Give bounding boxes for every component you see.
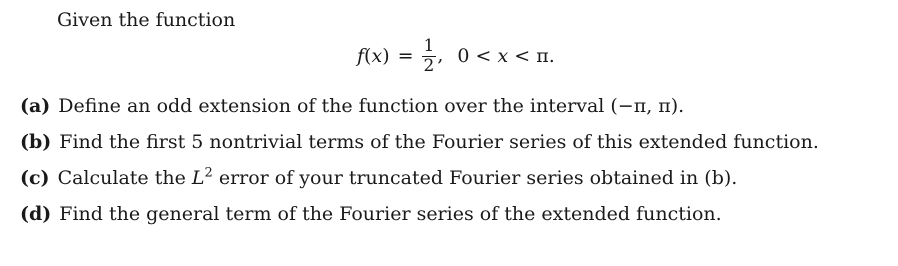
part-text-after: error of your truncated Fourier series obtained in (b).: [212, 167, 738, 189]
part-text: Find the first 5 nontrivial terms of the Fourier series of this extended function.: [59, 131, 819, 153]
question-part-d: [20, 202, 819, 238]
fraction-denominator: 2: [423, 55, 435, 76]
part-text: [58, 167, 738, 189]
function-definition: [357, 34, 555, 78]
close-paren: ): [382, 45, 390, 67]
question-part-b: [20, 130, 819, 166]
function-variable: x: [371, 45, 383, 67]
equation-comma: ,: [437, 44, 444, 66]
part-label: (a): [20, 95, 51, 117]
part-label: (c): [20, 167, 50, 189]
domain-variable: x: [497, 45, 509, 67]
intro-text: Given the function: [57, 9, 236, 31]
function-name: f: [357, 45, 365, 67]
function-lhs: [357, 45, 390, 67]
part-label: (d): [20, 203, 52, 225]
part-text: Find the general term of the Fourier series of the extended function.: [59, 203, 722, 225]
open-paren: (: [364, 45, 372, 67]
question-parts-list: [20, 94, 819, 238]
part-text: Define an odd extension of the function over the interval (−π, π).: [58, 95, 685, 117]
domain-right: < π.: [508, 45, 555, 67]
fraction-numerator: 1: [423, 35, 435, 56]
part-label: (b): [20, 131, 52, 153]
norm-symbol: L: [191, 167, 205, 189]
question-part-a: [20, 94, 819, 130]
fraction: [422, 37, 437, 76]
domain-left: 0 <: [457, 45, 498, 67]
function-domain: [457, 45, 554, 67]
part-text-before: Calculate the: [57, 167, 192, 189]
norm-exponent: 2: [204, 165, 213, 181]
question-part-c: [20, 166, 819, 202]
equals-sign: =: [397, 45, 414, 67]
